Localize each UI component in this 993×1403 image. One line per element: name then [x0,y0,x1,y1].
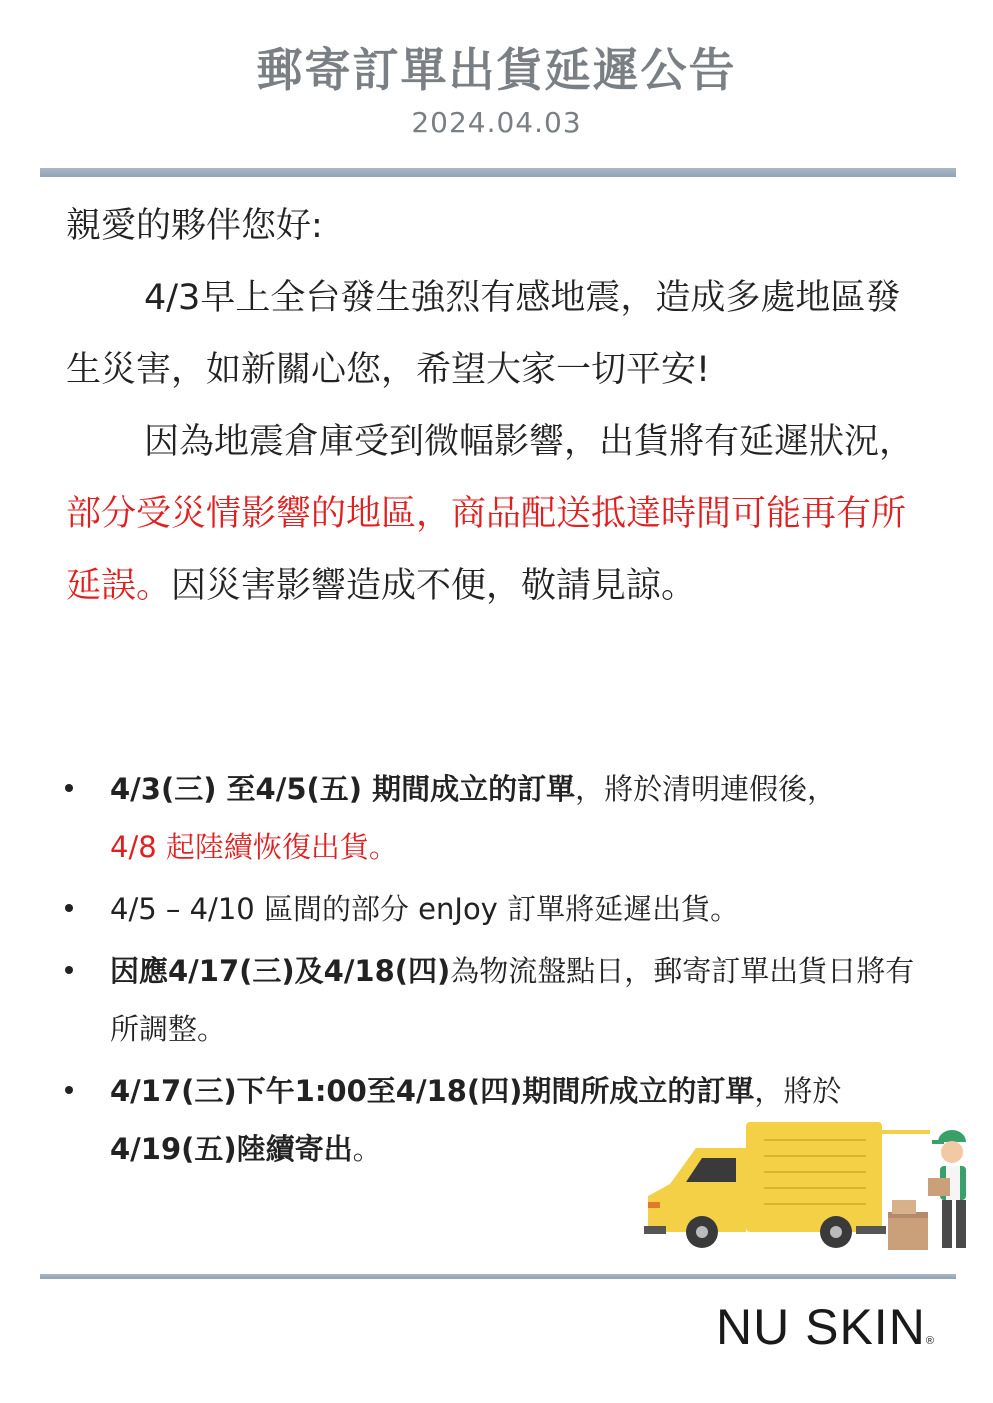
page-date: 2024.04.03 [411,106,582,139]
greeting: 親愛的夥伴您好: [66,206,323,246]
box-icon [888,1200,928,1250]
announcement-body [66,190,916,622]
bullet-bold: 4/19(五)陸續寄出 [110,1132,353,1166]
registered-mark: ® [925,1335,935,1347]
bullet-bold: 4/3(三) 至4/5(五) 期間成立的訂單 [110,772,576,806]
bullet-dot [65,1086,73,1094]
delay-text-highlight: 部分受災情影響的地區，商品配送抵達時間可能再有所延誤。 [66,494,907,606]
paragraph-delay [66,406,916,622]
paragraph-earthquake: 4/3早上全台發生強烈有感地震，造成多處地區發生災害，如新關心您，希望大家一切平安! [66,278,901,390]
delay-text-start: 因為地震倉庫受到微幅影響，出貨將有延遲狀況， [144,422,915,462]
bullet-dot [65,904,73,912]
bullet-highlight: 4/8 起陸續恢復出貨。 [110,830,398,864]
bottom-divider [40,1274,956,1279]
delivery-truck-icon [640,1108,976,1258]
delay-text-end: 因災害影響造成不便，敬請見諒。 [171,566,697,606]
page-title: 郵寄訂單出貨延遲公告 [256,43,737,97]
bullet-bold: 因應4/17(三)及4/18(四) [110,954,451,988]
bullet-dot [65,966,73,974]
list-item [60,942,920,1058]
nu-skin-logo [716,1298,935,1356]
bullet-dot [65,784,73,792]
list-item [60,760,920,876]
list-item [60,880,920,938]
logo-text: NU SKIN [716,1299,926,1355]
bullet-text: 4/5 – 4/10 區間的部分 enJoy 訂單將延遲出貨。 [110,892,740,926]
bullet-text: ，將於 [754,1074,842,1108]
top-divider [40,168,956,177]
bullet-text: 為物流盤點日，郵寄訂單出貨日將有所調整。 [110,954,915,1046]
bullet-text: 。 [352,1132,382,1166]
bullet-bold: 4/17(三)下午1:00至4/18(四)期間所成立的訂單 [110,1074,755,1108]
bullet-text: ，將於清明連假後， [575,772,837,806]
delivery-person-icon [928,1130,966,1248]
